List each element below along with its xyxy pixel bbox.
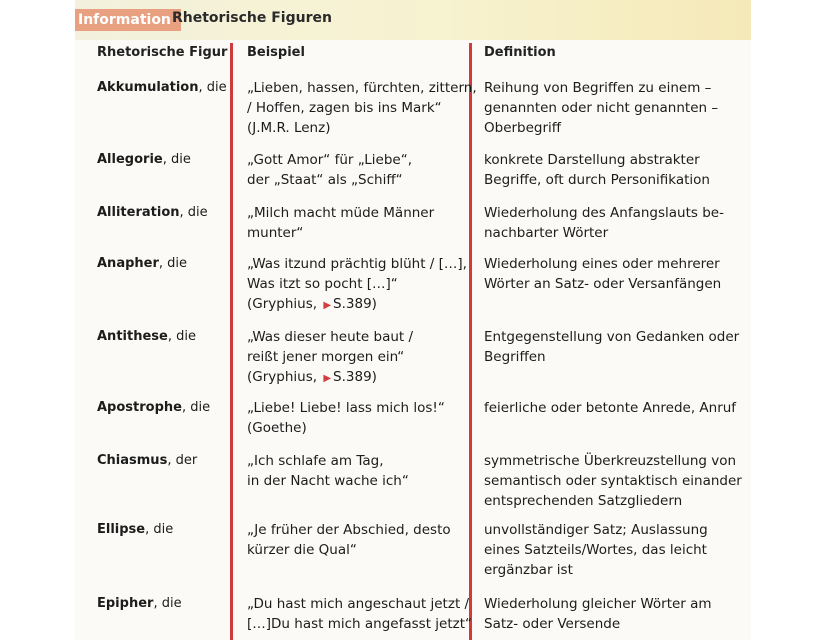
figure-name: Akkumulation	[97, 80, 199, 95]
figure-article: , die	[181, 400, 211, 415]
reference-source: (Gryphius,	[247, 296, 322, 312]
definition-cell	[484, 451, 744, 511]
example-cell	[247, 594, 475, 634]
example-cell	[247, 451, 475, 491]
figure-term	[97, 150, 237, 170]
definition-line: ergänzbar ist	[484, 562, 573, 578]
figure-term	[97, 520, 237, 540]
example-line: „Was itzund prächtig blüht / […],	[247, 256, 467, 272]
definition-line: unvollständiger Satz; Auslassung	[484, 522, 708, 538]
figure-name: Epipher	[97, 596, 154, 611]
definition-line: Wörter an Satz- oder Versanfängen	[484, 276, 722, 292]
page-reference-arrow-icon: ▶	[323, 300, 332, 311]
figure-term	[97, 594, 237, 614]
example-cell	[247, 520, 475, 560]
definition-cell	[484, 254, 744, 294]
column-header-figure: Rhetorische Figur	[97, 45, 228, 60]
definition-cell	[484, 203, 744, 243]
figure-name: Antithese	[97, 329, 168, 344]
example-line: in der Nacht wache ich“	[247, 473, 409, 489]
textbook-page	[75, 0, 751, 640]
figure-name: Allegorie	[97, 152, 163, 167]
definition-line: Entgegenstellung von Gedanken oder	[484, 329, 740, 345]
example-line: „Ich schlafe am Tag,	[247, 453, 384, 469]
example-line: „Je früher der Abschied, desto	[247, 522, 451, 538]
figure-name: Anapher	[97, 256, 159, 271]
definition-line: Satz- oder Versende	[484, 616, 621, 632]
definition-cell	[484, 520, 744, 580]
figure-article: , die	[198, 80, 227, 95]
figure-article: , die	[153, 596, 182, 611]
definition-line: entsprechenden Satzgliedern	[484, 493, 683, 509]
example-line: „Was dieser heute baut /	[247, 329, 414, 345]
example-reference	[247, 367, 475, 389]
example-line: […]Du hast mich angefasst jetzt“	[247, 616, 472, 632]
figure-term	[97, 451, 237, 471]
example-cell	[247, 78, 475, 138]
example-line: kürzer die Qual“	[247, 542, 357, 558]
definition-line: symmetrische Überkreuzstellung von	[484, 453, 737, 469]
figure-article: , die	[179, 205, 208, 220]
example-line: / Hoffen, zagen bis ins Mark“	[247, 100, 442, 116]
definition-line: Wiederholung eines oder mehrerer	[484, 256, 720, 272]
figure-name: Apostrophe	[97, 400, 182, 415]
definition-line: nachbarter Wörter	[484, 225, 609, 241]
column-header-definition: Definition	[484, 45, 556, 60]
definition-cell	[484, 398, 744, 418]
figure-article: , die	[167, 329, 196, 344]
definition-line: Begriffen	[484, 349, 546, 365]
example-line: „Gott Amor“ für „Liebe“,	[247, 152, 412, 168]
figure-term	[97, 78, 237, 98]
section-title: Rhetorische Figuren	[172, 10, 332, 26]
definition-cell	[484, 78, 744, 138]
example-line: munter“	[247, 225, 304, 241]
example-line: (J.M.R. Lenz)	[247, 120, 331, 136]
definition-cell	[484, 594, 744, 634]
figure-name: Ellipse	[97, 522, 146, 537]
definition-line: eines Satzteils/Wortes, das leicht	[484, 542, 707, 558]
example-line: „Milch macht müde Männer	[247, 205, 435, 221]
reference-close: )	[371, 296, 377, 312]
page-reference-arrow-icon: ▶	[323, 373, 332, 384]
figure-name: Chiasmus	[97, 453, 168, 468]
figure-term	[97, 327, 237, 347]
figure-term	[97, 398, 237, 418]
example-cell	[247, 254, 475, 316]
page-reference[interactable]: S.389	[333, 369, 372, 385]
column-header-example: Beispiel	[247, 45, 305, 60]
figure-article: , die	[162, 152, 191, 167]
example-line: „Lieben, hassen, fürchten, zittern,	[247, 80, 477, 96]
definition-line: Wiederholung des Anfangslauts be-	[484, 205, 724, 221]
example-line: „Du hast mich angeschaut jetzt /	[247, 596, 470, 612]
definition-line: feierliche oder betonte Anrede, Anruf	[484, 400, 737, 416]
example-line: Was itzt so pocht […]“	[247, 276, 398, 292]
example-cell	[247, 327, 475, 389]
definition-cell	[484, 327, 744, 367]
example-cell	[247, 203, 475, 243]
definition-line: Oberbegriff	[484, 120, 562, 136]
example-cell	[247, 398, 475, 438]
example-line: (Goethe)	[247, 420, 307, 436]
reference-source: (Gryphius,	[247, 369, 322, 385]
information-badge: Information	[75, 9, 181, 31]
figure-article: , die	[158, 256, 188, 271]
definition-line: konkrete Darstellung abstrakter	[484, 152, 700, 168]
example-cell	[247, 150, 475, 190]
definition-line: Wiederholung gleicher Wörter am	[484, 596, 712, 612]
definition-line: genannten oder nicht genannten –	[484, 100, 719, 116]
example-reference	[247, 294, 475, 316]
figure-term	[97, 254, 237, 274]
page-reference[interactable]: S.389	[333, 296, 372, 312]
definition-cell	[484, 150, 744, 190]
example-line: reißt jener morgen ein“	[247, 349, 405, 365]
definition-line: semantisch oder syntaktisch einander	[484, 473, 742, 489]
definition-line: Begriffe, oft durch Personifikation	[484, 172, 710, 188]
example-line: „Liebe! Liebe! lass mich los!“	[247, 400, 445, 416]
reference-close: )	[371, 369, 377, 385]
example-line: der „Staat“ als „Schiff“	[247, 172, 403, 188]
figure-article: , der	[167, 453, 198, 468]
definition-line: Reihung von Begriffen zu einem –	[484, 80, 712, 96]
figure-term	[97, 203, 237, 223]
figure-article: , die	[145, 522, 174, 537]
figure-name: Alliteration	[97, 205, 180, 220]
